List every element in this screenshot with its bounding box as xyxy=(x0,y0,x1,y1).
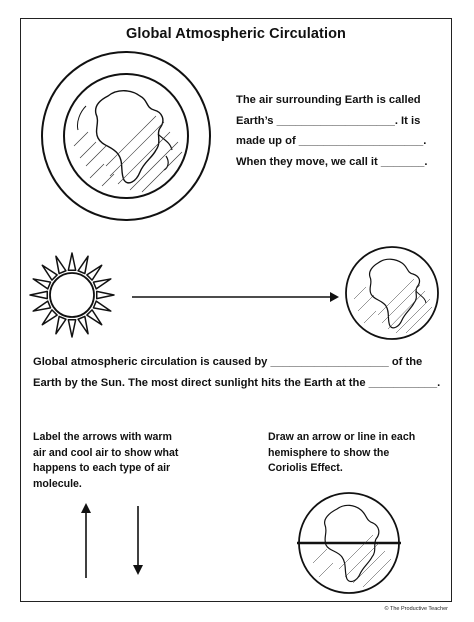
text-line: The air surrounding Earth is called xyxy=(236,94,421,106)
footer-credit: © The Productive Teacher xyxy=(384,606,448,612)
text-line: Earth by the Sun. The most direct sunlight hits the Earth at the ___________. xyxy=(33,376,441,389)
text-line: molecule. xyxy=(33,477,82,490)
text-line: hemisphere to show the xyxy=(268,446,390,459)
earth-globe-icon xyxy=(294,488,404,598)
text-line: Coriolis Effect. xyxy=(268,462,343,474)
text-line: Earth’s ___________________. It is xyxy=(236,114,421,127)
text-line: happens to each type of air xyxy=(33,462,171,474)
page-title: Global Atmospheric Circulation xyxy=(126,26,346,42)
text-line: When they move, we call it _______. xyxy=(236,155,428,168)
text-line: Draw an arrow or line in each xyxy=(268,431,416,443)
text-line: made up of ____________________. xyxy=(236,135,427,147)
text-line: Label the arrows with warm xyxy=(33,431,172,443)
text-line: air and cool air to show what xyxy=(33,446,179,459)
text-line: Global atmospheric circulation is caused by ___________________ of the xyxy=(33,356,423,368)
